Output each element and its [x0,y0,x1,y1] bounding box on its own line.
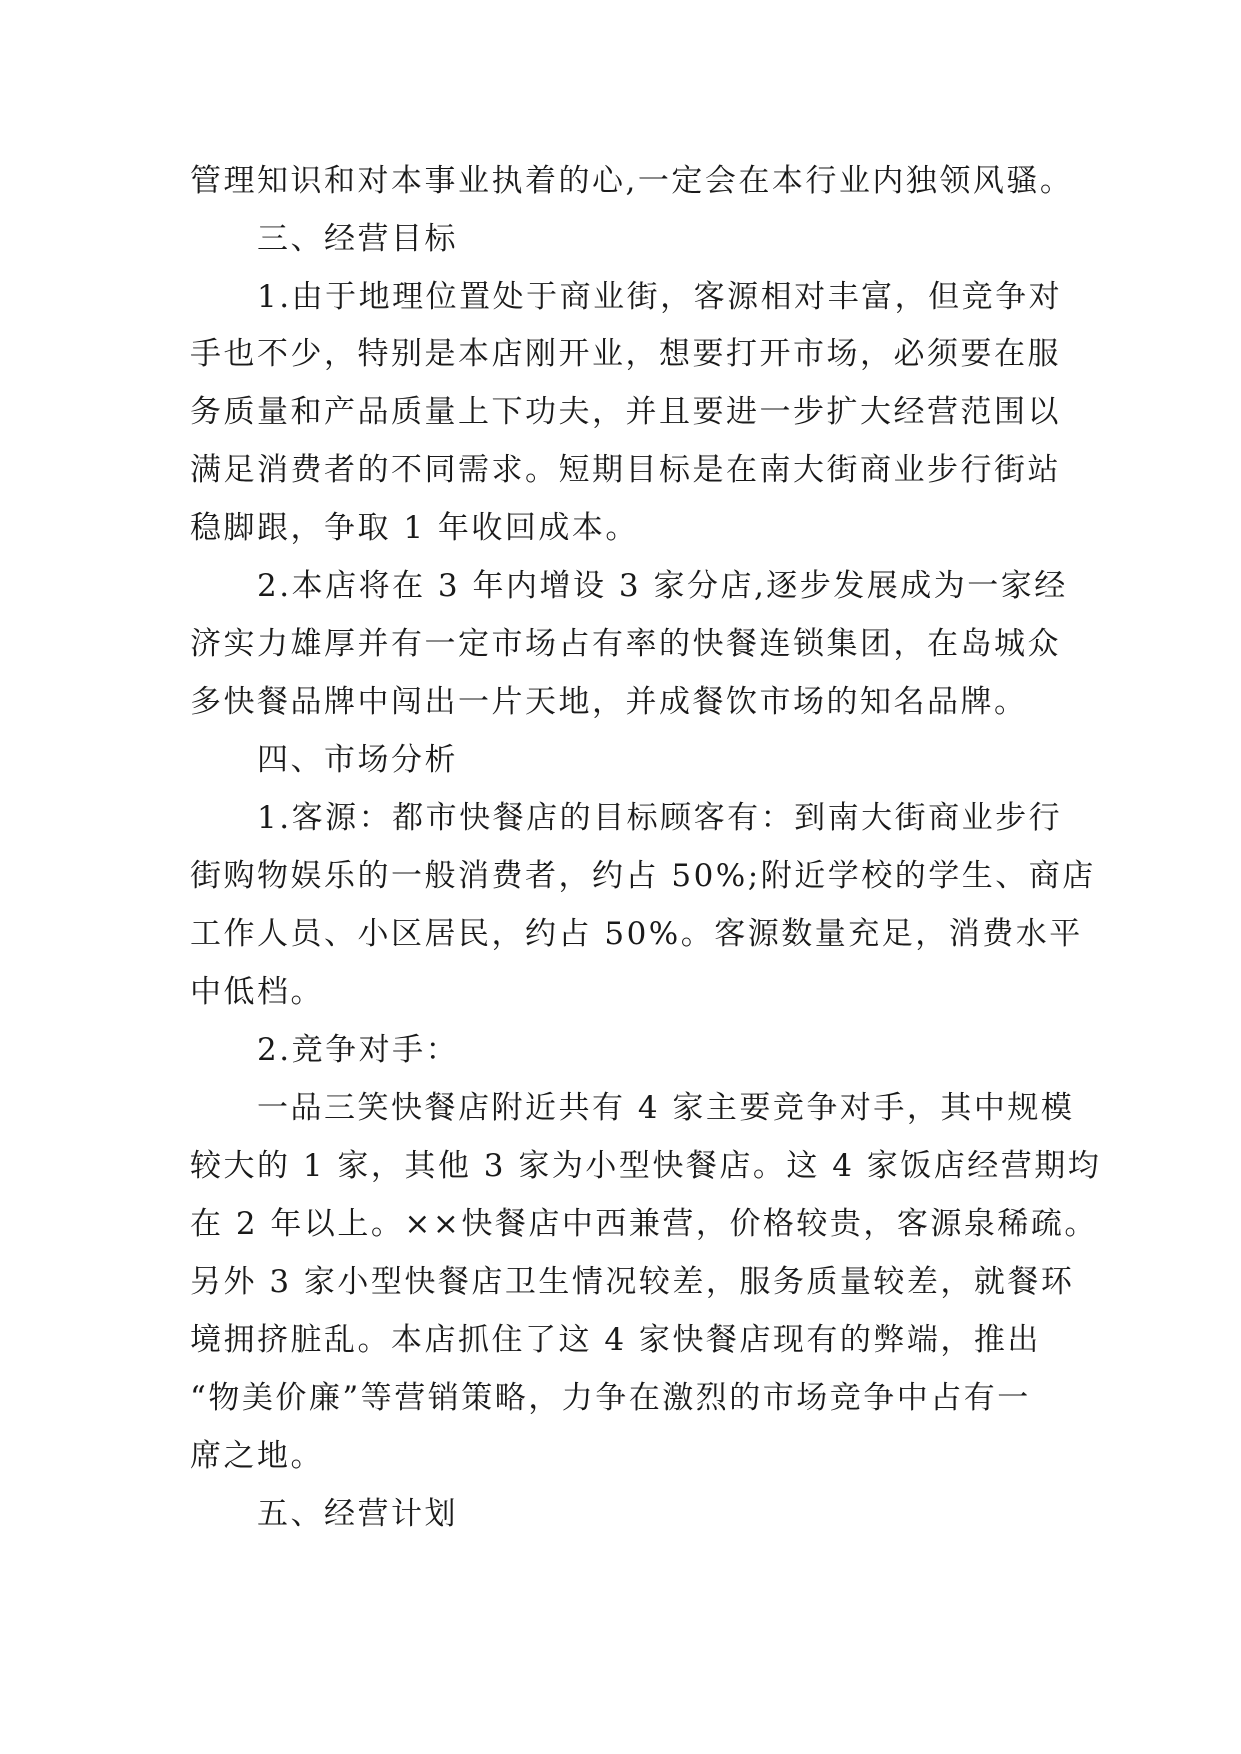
paragraph-line: 在 2 年以上。××快餐店中西兼营，价格较贵，客源泉稀疏。 [190,1206,1098,1242]
paragraph-line: 席之地。 [190,1438,324,1474]
paragraph-line: 务质量和产品质量上下功夫，并且要进一步扩大经营范围以 [190,394,1061,430]
paragraph-line: 另外 3 家小型快餐店卫生情况较差，服务质量较差，就餐环 [190,1264,1075,1300]
paragraph-line: 1.由于地理位置处于商业街，客源相对丰富，但竞争对 [257,279,1063,315]
paragraph-line: 满足消费者的不同需求。短期目标是在南大街商业步行街站 [190,452,1061,488]
paragraph-line: 工作人员、小区居民，约占 50%。客源数量充足，消费水平 [190,916,1083,952]
section-heading-business-plan: 五、经营计划 [257,1496,458,1532]
paragraph-line: 较大的 1 家，其他 3 家为小型快餐店。这 4 家饭店经营期均 [190,1148,1102,1184]
paragraph-line: 多快餐品牌中闯出一片天地，并成餐饮市场的知名品牌。 [190,684,1028,720]
paragraph-line: 济实力雄厚并有一定市场占有率的快餐连锁集团，在岛城众 [190,626,1061,662]
paragraph-line: 街购物娱乐的一般消费者，约占 50%;附近学校的学生、商店 [190,858,1096,894]
paragraph-line: 境拥挤脏乱。本店抓住了这 4 家快餐店现有的弊端，推出 [190,1322,1041,1358]
paragraph-line: 一品三笑快餐店附近共有 4 家主要竞争对手，其中规模 [257,1090,1075,1126]
section-heading-business-goals: 三、经营目标 [257,221,458,257]
paragraph-line: 2.竞争对手： [257,1032,460,1068]
paragraph-line: 1.客源：都市快餐店的目标顾客有：到南大街商业步行 [257,800,1063,836]
paragraph-line: 中低档。 [190,974,324,1010]
paragraph-line: 管理知识和对本事业执着的心,一定会在本行业内独领风骚。 [190,163,1074,199]
paragraph-line: 手也不少，特别是本店刚开业，想要打开市场，必须要在服 [190,336,1061,372]
paragraph-line: “物美价廉”等营销策略，力争在激烈的市场竞争中占有一 [190,1380,1031,1416]
section-heading-market-analysis: 四、市场分析 [257,742,458,778]
paragraph-line: 2.本店将在 3 年内增设 3 家分店,逐步发展成为一家经 [257,568,1068,604]
paragraph-line: 稳脚跟，争取 1 年收回成本。 [190,510,639,546]
